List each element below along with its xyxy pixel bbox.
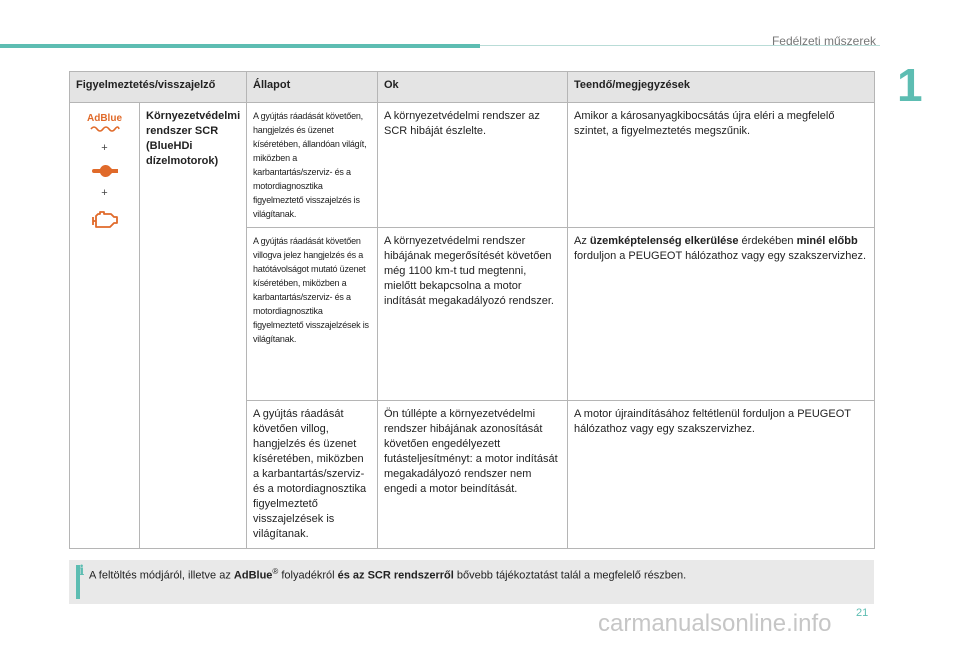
table-row [70,103,875,228]
action-emphasis: minél előbb [796,235,858,247]
state-cell: A gyújtás ráadását követően, hangjelzés és üzenet kíséretében, állandóan világít, miközben a karbantartás/szerviz- és a motordiagnosztika figyelmeztető visszajelzés is világítanak. [247,103,378,228]
wrench-icon [90,164,120,178]
warning-table [69,71,875,549]
engine-icon [90,209,120,231]
cause-cell: A környezetvédelmi rendszer az SCR hibáját észlelte. [378,103,568,228]
indicator-name: Környezetvédelmi rendszer SCR (BlueHDi dízelmotorok) [140,103,247,549]
plus-sign: + [101,142,108,154]
info-icon: i [79,563,85,579]
info-note [69,560,874,604]
action-text: A motor újraindításához feltétlenül forduljon a PEUGEOT hálózathoz vagy egy szakszervizhez. [574,408,851,435]
table-header-row [70,72,875,103]
state-cell: A gyújtás ráadását követően villogva jelez hangjelzés és a hatótávolságot mutató üzenet kíséretében, miközben a karbantartás/szerviz- és a motordiagnosztika figyelmeztető visszajelzések is világítanak. [247,228,378,401]
action-text: forduljon a PEUGEOT hálózathoz vagy egy szakszervizhez. [574,250,867,262]
adblue-icon: AdBlue [76,113,133,133]
column-header-state: Állapot [247,72,378,103]
action-text: Amikor a károsanyagkibocsátás újra eléri a megfelelő szintet, a figyelmeztetés megszűnik. [574,110,835,137]
action-cell [568,228,875,401]
chapter-number: 1 [897,59,923,111]
info-note-text: A feltöltés módjáról, illetve az AdBlue® folyadékról és az SCR rendszerről bővebb tájékoztatást talál a megfelelő részben. [89,567,687,582]
watermark: carmanualsonline.info [598,610,832,637]
cause-cell: A környezetvédelmi rendszer hibájának megerősítését követően még 1100 km-t tud megtenni, mielőtt bekapcsolna a motor indítását megakadályozó rendszer. [378,228,568,401]
action-cell [568,401,875,549]
action-emphasis: üzemképtelenség elkerülése [589,235,739,247]
page-number: 21 [856,607,869,619]
column-header-indicator: Figyelmeztetés/visszajelző [70,72,247,103]
column-header-cause: Ok [378,72,568,103]
action-text: Az [574,235,590,247]
indicator-icons-cell [70,103,140,549]
state-cell: A gyújtás ráadását követően villog, hangjelzés és üzenet kíséretében, miközben a karbantartás/szerviz- és a motordiagnosztika figyelmeztető visszajelzések is világítanak. [247,401,378,549]
column-header-action: Teendő/megjegyzések [568,72,875,103]
action-cell [568,103,875,228]
header-accent-bar [0,44,480,48]
cause-cell: Ön túllépte a környezetvédelmi rendszer hibájának azonosítását követően engedélyezett futásteljesítményt: a motor indítását megakadályozó rendszer nem engedi a motor beindítását. [378,401,568,549]
plus-sign: + [101,187,108,199]
section-title: Fedélzeti műszerek [771,34,876,48]
action-text: érdekében [738,235,797,247]
